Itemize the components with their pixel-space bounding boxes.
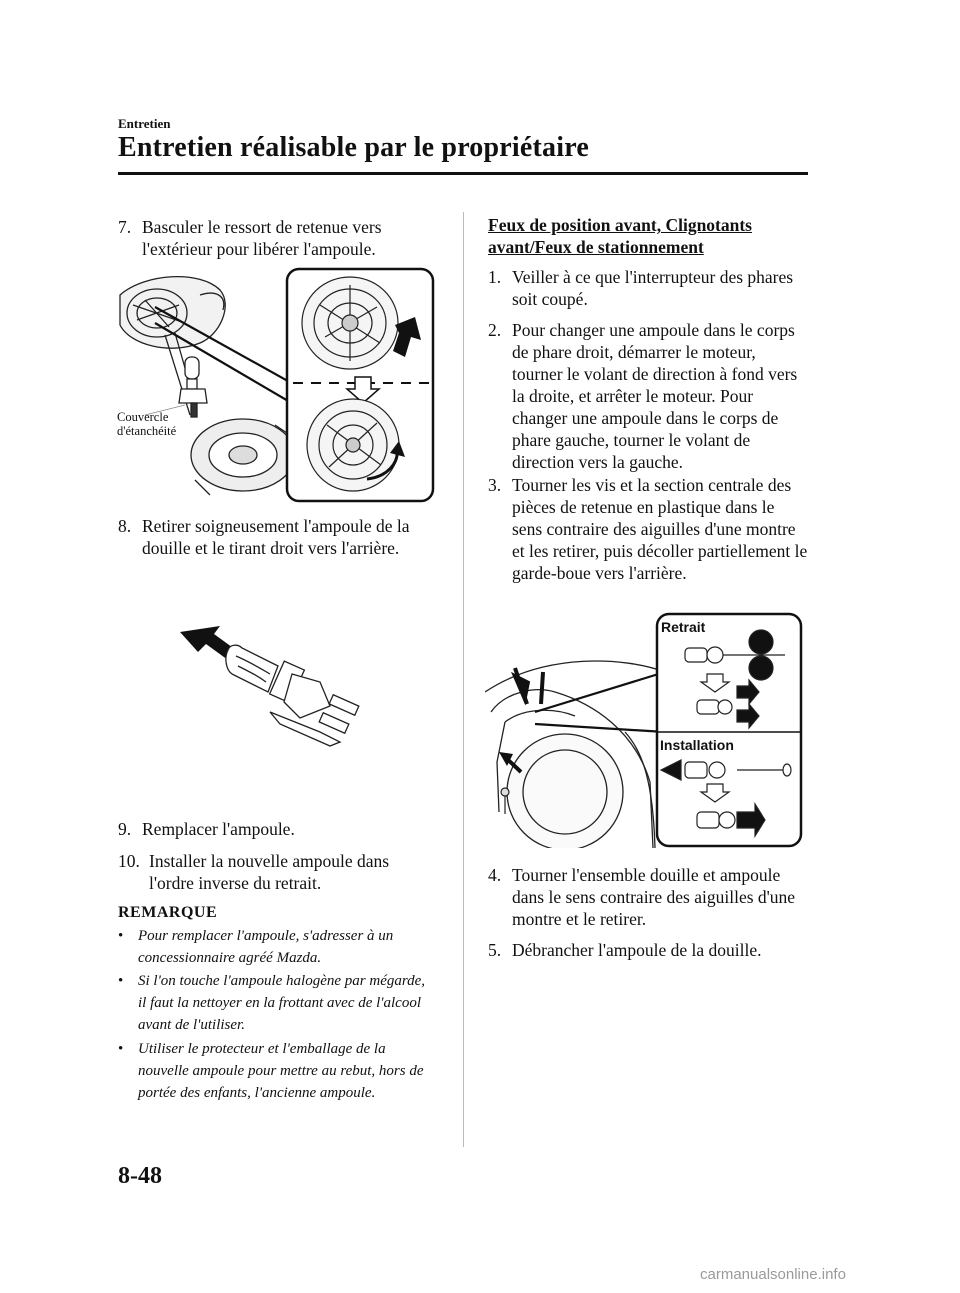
step-text: Tourner l'ensemble douille et ampoule dans le sens contraire des aiguilles d'une montre et le retirer.	[512, 865, 796, 929]
step-number: 2.	[488, 320, 502, 340]
step-text: Basculer le ressort de retenue vers l'extérieur pour libérer l'ampoule.	[142, 217, 382, 259]
step-1	[488, 266, 808, 310]
bullet-icon: •	[118, 973, 124, 989]
figure-label-seal-cover: Couvercle d'étanchéité	[117, 410, 177, 438]
figure-retaining-spring	[115, 265, 440, 505]
subheading: Feux de position avant, Clignotants avant/Feux de stationnement	[488, 215, 752, 257]
note-item: • Pour remplacer l'ampoule, s'adresser à un concessionnaire agréé Mazda.	[118, 925, 436, 969]
step-number: 4.	[488, 865, 502, 885]
step-2	[488, 319, 808, 473]
bulb-illustration	[179, 357, 207, 417]
page-number: 8-48	[118, 1163, 162, 1189]
note-title: REMARQUE	[118, 904, 218, 921]
step-3	[488, 474, 808, 584]
page-title: Entretien réalisable par le propriétaire	[118, 132, 589, 163]
step-number: 9.	[118, 819, 132, 839]
figure-halogen-bulb	[180, 622, 380, 752]
figure-fender-clips	[485, 612, 805, 848]
note-item: • Utiliser le protecteur et l'emballage de la nouvelle ampoule pour mettre au rebut, hors de portée des enfants, l'ancienne ampoule.	[118, 1038, 436, 1104]
step-number: 8.	[118, 516, 132, 536]
bullet-icon: •	[118, 1041, 124, 1057]
step-number: 5.	[488, 940, 502, 960]
step-text: Installer la nouvelle ampoule dans l'ordre inverse du retrait.	[149, 851, 390, 893]
step-text: Retirer soigneusement l'ampoule de la douille et le tirant droit vers l'arrière.	[142, 516, 410, 558]
step-4	[488, 864, 808, 930]
note-item: • Si l'on touche l'ampoule halogène par mégarde, il faut la nettoyer en la frottant avec de l'alcool avant de l'utiliser.	[118, 970, 436, 1036]
step-10	[118, 850, 438, 894]
step-number: 1.	[488, 267, 502, 287]
step-text: Veiller à ce que l'interrupteur des phares soit coupé.	[512, 267, 794, 309]
section-label: Entretien	[118, 116, 171, 131]
bullet-icon: •	[118, 928, 124, 944]
headlight-housing-illustration	[120, 277, 225, 415]
step-7	[118, 216, 438, 260]
step-text: Pour changer une ampoule dans le corps de phare droit, démarrer le moteur, tourner le volant de direction à fond vers la droite, et arrêter le moteur. Pour changer une ampoule dans le corps de phare gauche, tourner le volant de direction vers la gauche.	[512, 320, 798, 472]
socket-bottom-illustration	[307, 399, 399, 491]
figure-label-installation: Installation	[660, 737, 734, 753]
step-number: 3.	[488, 475, 502, 495]
dust-cover-illustration	[191, 419, 295, 495]
step-text: Remplacer l'ampoule.	[142, 819, 295, 839]
step-text: Débrancher l'ampoule de la douille.	[512, 940, 762, 960]
step-8	[118, 515, 438, 559]
socket-top-illustration	[302, 277, 398, 369]
step-9	[118, 818, 438, 840]
step-text: Tourner les vis et la section centrale des pièces de retenue en plastique dans le sens contraire des aiguilles d'une montre et les retirer, puis décoller partiellement le garde-boue vers l'arrière.	[512, 475, 808, 583]
step-number: 10.	[118, 851, 140, 871]
step-5	[488, 939, 808, 961]
step-number: 7.	[118, 217, 132, 237]
figure-label-removal: Retrait	[661, 619, 706, 635]
watermark: carmanualsonline.info	[700, 1266, 846, 1283]
column-divider	[463, 212, 464, 1147]
title-rule	[118, 172, 808, 175]
